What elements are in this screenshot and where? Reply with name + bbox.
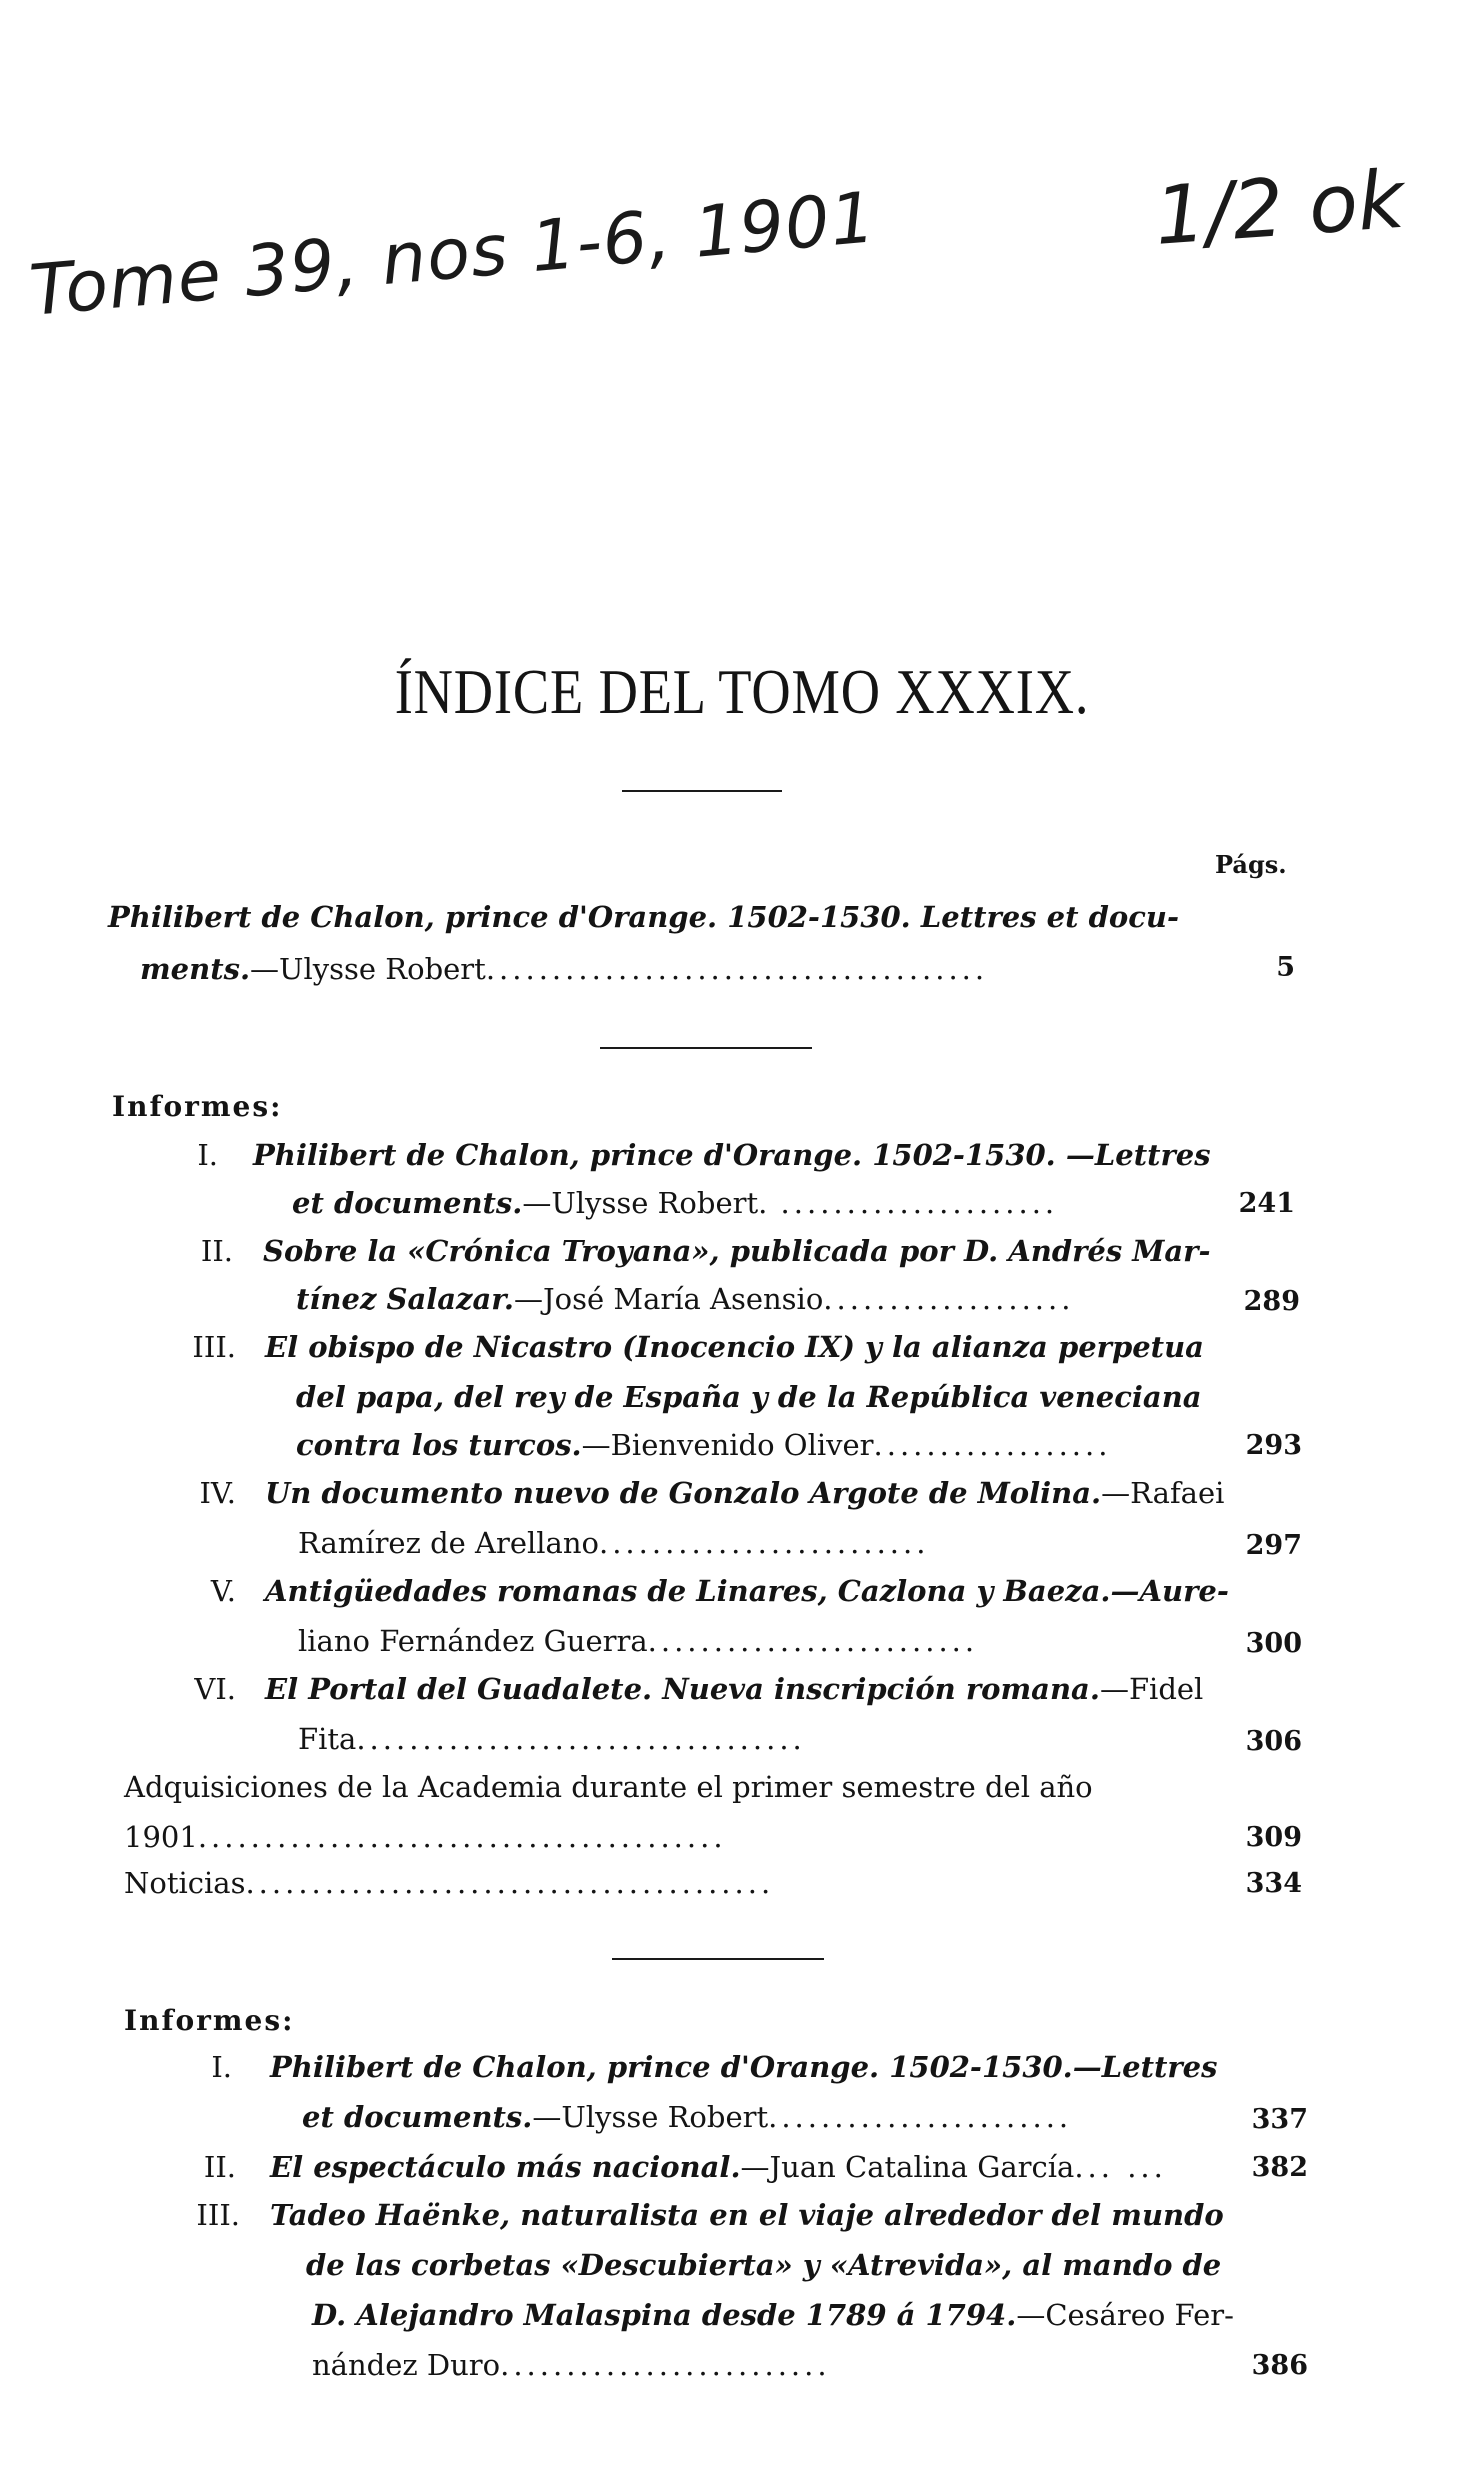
page-number: 309 bbox=[1245, 1822, 1302, 1853]
toc-entry-line: Philibert de Chalon, prince d'Orange. 1502-1530. Lettres et docu- bbox=[108, 900, 1179, 934]
page-number: 334 bbox=[1245, 1868, 1302, 1899]
page-number: 293 bbox=[1245, 1430, 1302, 1461]
page-number: 382 bbox=[1251, 2152, 1308, 2183]
item-number: VI. bbox=[194, 1672, 236, 1706]
item-number: I. bbox=[211, 2050, 232, 2084]
toc-entry-line: tínez Salazar.—José María Asensio................... bbox=[296, 1282, 1075, 1316]
handwritten-note-volume: Tome 39, nos 1-6, 1901 bbox=[26, 176, 880, 332]
toc-entry-line: Fita.................................. bbox=[298, 1722, 806, 1756]
item-number: II. bbox=[203, 2150, 236, 2184]
toc-entry-line: de las corbetas «Descubierta» y «Atrevida», al mando de bbox=[306, 2248, 1222, 2282]
page-number: 297 bbox=[1245, 1530, 1302, 1561]
page-number: 5 bbox=[1276, 952, 1295, 983]
divider bbox=[600, 1047, 812, 1049]
toc-entry-line: Philibert de Chalon, prince d'Orange. 1502-1530. —Lettres bbox=[253, 1138, 1211, 1172]
toc-entry-line: Sobre la «Crónica Troyana», publicada por D. Andrés Mar- bbox=[263, 1234, 1211, 1268]
toc-entry-line: Noticias........................................ bbox=[124, 1866, 775, 1900]
item-number: II. bbox=[200, 1234, 233, 1268]
toc-entry-line: D. Alejandro Malaspina desde 1789 á 1794.—Cesáreo Fer- bbox=[312, 2298, 1234, 2332]
toc-entry-line: et documents.—Ulysse Robert....................... bbox=[302, 2100, 1073, 2134]
toc-entry-line: ments.—Ulysse Robert...................................... bbox=[140, 952, 989, 986]
page-number: 241 bbox=[1238, 1188, 1295, 1219]
toc-entry-line: del papa, del rey de España y de la República veneciana bbox=[296, 1380, 1202, 1414]
divider bbox=[622, 790, 782, 792]
toc-entry-line: Un documento nuevo de Gonzalo Argote de Molina.—Rafaei bbox=[265, 1476, 1225, 1510]
page-number: 300 bbox=[1245, 1628, 1302, 1659]
toc-entry-line: 1901........................................ bbox=[124, 1820, 727, 1854]
toc-entry-line: Antigüedades romanas de Linares, Cazlona y Baeza.—Aure- bbox=[265, 1574, 1229, 1608]
toc-entry-line: Philibert de Chalon, prince d'Orange. 1502-1530.—Lettres bbox=[270, 2050, 1218, 2084]
handwritten-note-ok: 1/2 ok bbox=[1151, 152, 1408, 263]
page-number: 306 bbox=[1245, 1726, 1302, 1757]
item-number: III. bbox=[196, 2198, 240, 2232]
item-number: I. bbox=[197, 1138, 218, 1172]
item-number: V. bbox=[210, 1574, 236, 1608]
toc-entry-line: liano Fernández Guerra......................... bbox=[298, 1624, 979, 1658]
item-number: IV. bbox=[199, 1476, 236, 1510]
pages-column-header: Págs. bbox=[1215, 850, 1287, 879]
toc-entry-line: Tadeo Haënke, naturalista en el viaje alrededor del mundo bbox=[270, 2198, 1224, 2232]
section-heading: Informes: bbox=[124, 2004, 295, 2037]
toc-entry-line: El Portal del Guadalete. Nueva inscripción romana.—Fidel bbox=[265, 1672, 1204, 1706]
page-title: ÍNDICE DEL TOMO XXXIX. bbox=[394, 656, 1090, 727]
section-heading: Informes: bbox=[112, 1090, 283, 1123]
page-number: 386 bbox=[1251, 2350, 1308, 2381]
toc-entry-line: et documents.—Ulysse Robert. ..................... bbox=[292, 1186, 1059, 1220]
page-number: 337 bbox=[1251, 2104, 1308, 2135]
toc-entry-line: contra los turcos.—Bienvenido Oliver.................. bbox=[296, 1428, 1112, 1462]
toc-entry-line: Ramírez de Arellano......................... bbox=[298, 1526, 930, 1560]
divider bbox=[612, 1958, 824, 1960]
item-number: III. bbox=[192, 1330, 236, 1364]
toc-entry-line: El espectáculo más nacional.—Juan Catalina García... ... bbox=[270, 2150, 1167, 2184]
toc-entry-line: El obispo de Nicastro (Inocencio IX) y la alianza perpetua bbox=[265, 1330, 1204, 1364]
toc-entry-line: nández Duro......................... bbox=[312, 2348, 831, 2382]
page-number: 289 bbox=[1243, 1286, 1300, 1317]
toc-entry-line: Adquisiciones de la Academia durante el primer semestre del año bbox=[124, 1770, 1093, 1804]
